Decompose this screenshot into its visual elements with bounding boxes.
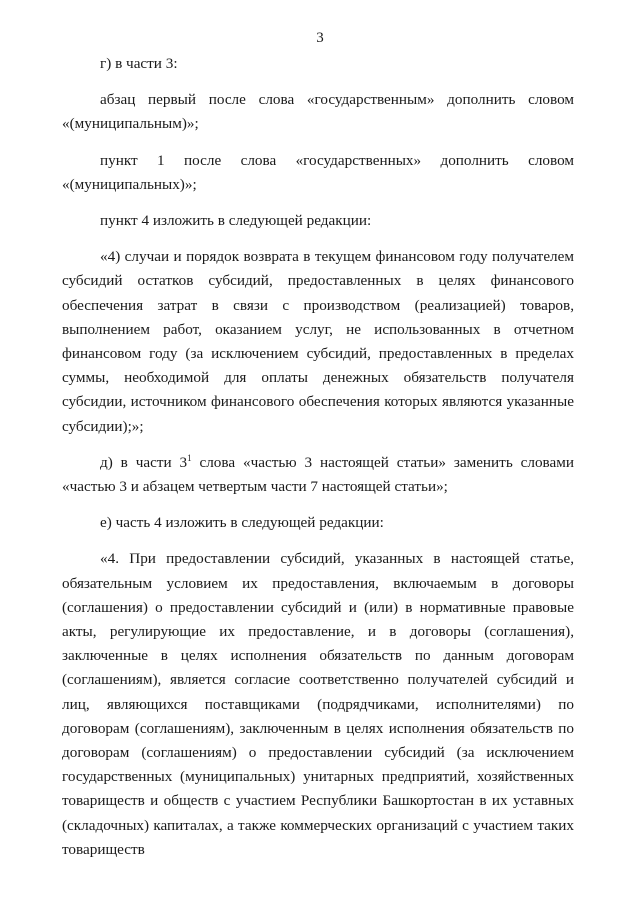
paragraph-part3-header: г) в части 3: <box>100 55 178 72</box>
paragraph-part3-1-before: д) в части 3 <box>100 453 188 471</box>
paragraph-part3-1-after: слова «частью 3 настоящей статьи» заменить словами «частью 3 и абзацем четвертым части 7 настоящей статьи»; <box>62 453 574 496</box>
paragraph-punkt-1: пункт 1 после слова «государственных» дополнить словом «(муниципальных)»; <box>62 151 574 193</box>
page-number: 3 <box>316 30 324 46</box>
paragraph-part4-intro: е) часть 4 изложить в следующей редакции: <box>100 514 384 532</box>
superscript-1: 1 <box>187 452 192 463</box>
paragraph-punkt-4-text: «4) случаи и порядок возврата в текущем финансовом году получателем субсидий остатков субсидий, предоставленных в целях финансового обеспечения затрат в связи с производством (реализацией) товаров, выполнением работ, оказанием услуг, не использованных в отчетном финансовом году (за исключением субсидий, предоставленных в пределах суммы, необходимой для оплаты денежных обязательств получателя субсидии, источником финансового обеспечения которых являются указанные субсидии);»; <box>62 248 574 435</box>
paragraph-part4-text: «4. При предоставлении субсидий, указанных в настоящей статье, обязательным условием их предоставления, включаемым в договоры (соглашения) о предоставлении субсидий и (или) в нормативные правовые акты, регулирующие их предоставление, и в договоры (соглашения), заключенные в целях исполнения обязательств по данным договорам (соглашениям), является согласие соответственно получателей субсидий и лиц, являющихся поставщиками (подрядчиками, исполнителями) по договорам (соглашениям), заключенным в целях исполнения обязательств по договорам (соглашениям) о предоставлении субсидий (за исключением государственных (муниципальных) унитарных предприятий, хозяйственных товариществ и обществ с участием Республики Башкортостан в их уставных (складочных) капиталах, а также коммерческих организаций с участием таких товариществ <box>62 550 574 858</box>
paragraph-punkt-4-intro: пункт 4 изложить в следующей редакции: <box>100 212 372 230</box>
paragraph-abzac-first: абзац первый после слова «государственным» дополнить словом «(муниципальным)»; <box>62 91 574 133</box>
document-body <box>62 52 574 862</box>
paragraph-part3-1 <box>62 451 574 499</box>
